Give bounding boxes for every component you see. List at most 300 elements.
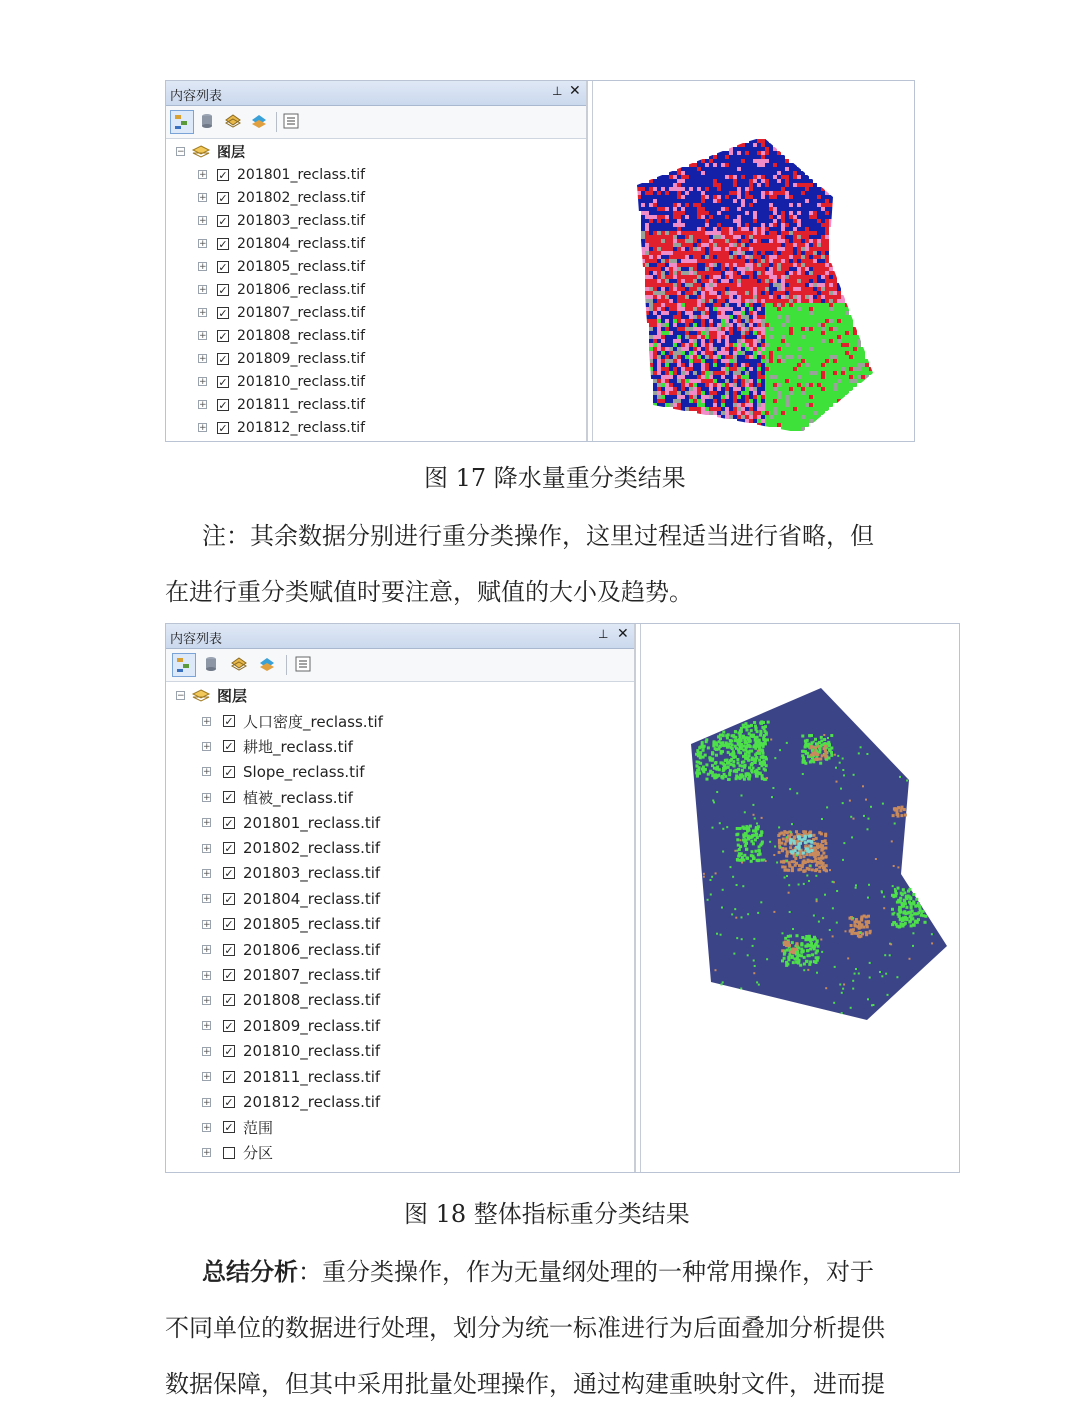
raster-cell (815, 875, 817, 877)
close-icon[interactable]: ✕ (617, 626, 629, 642)
raster-cell (733, 255, 737, 259)
raster-cell (669, 195, 673, 199)
list-by-visibility-button[interactable] (222, 110, 244, 132)
layer-visibility-checkbox[interactable]: ✓ (218, 237, 228, 251)
raster-cell (665, 283, 669, 287)
raster-cell (762, 736, 765, 739)
raster-cell (721, 243, 725, 247)
raster-cell (713, 291, 717, 295)
layer-visibility-checkbox[interactable]: ✓ (224, 842, 234, 856)
raster-cell (757, 247, 761, 251)
expand-icon[interactable]: + (203, 741, 211, 752)
expand-icon[interactable]: + (203, 1097, 211, 1108)
layer-row[interactable] (166, 912, 634, 937)
raster-cell (809, 291, 813, 295)
raster-cell (761, 391, 765, 395)
raster-cell (757, 167, 761, 171)
list-by-selection-button[interactable] (248, 110, 270, 132)
expand-icon[interactable]: + (199, 423, 207, 433)
raster-cell (725, 383, 729, 387)
layer-visibility-checkbox[interactable]: ✓ (224, 1045, 234, 1059)
layer-row[interactable] (166, 962, 634, 987)
raster-cell (725, 251, 729, 255)
layer-visibility-checkbox[interactable]: ✓ (218, 306, 228, 320)
layer-row[interactable] (166, 324, 586, 347)
raster-cell (769, 295, 773, 299)
raster-cell (673, 287, 677, 291)
raster-cell (801, 415, 805, 419)
layer-row[interactable] (166, 255, 586, 278)
raster-cell (761, 295, 765, 299)
layer-visibility-checkbox[interactable]: ✓ (218, 283, 228, 297)
raster-cell (825, 191, 829, 195)
layer-row[interactable] (166, 734, 634, 759)
raster-cell (757, 415, 761, 419)
raster-cell (697, 399, 701, 403)
raster-cell (785, 175, 789, 179)
raster-cell (669, 187, 673, 191)
raster-cell (857, 379, 861, 383)
expand-icon[interactable]: + (203, 792, 211, 803)
layer-visibility-checkbox[interactable] (223, 1147, 235, 1159)
raster-cell (754, 736, 757, 739)
layer-row[interactable] (166, 708, 634, 733)
pin-icon[interactable]: ⊥ (552, 84, 563, 98)
raster-cell (661, 231, 665, 235)
raster-cell (733, 195, 737, 199)
layer-row[interactable] (166, 835, 634, 860)
layer-visibility-checkbox[interactable]: ✓ (218, 214, 228, 228)
raster-cell (797, 419, 801, 423)
raster-cell (773, 363, 777, 367)
expand-icon[interactable]: + (203, 919, 211, 930)
raster-cell (911, 914, 914, 917)
raster-cell (769, 423, 773, 427)
raster-cell (753, 387, 757, 391)
raster-cell (761, 239, 765, 243)
raster-cell (921, 913, 923, 915)
collapse-icon[interactable]: − (177, 147, 185, 157)
raster-cell (797, 243, 801, 247)
layer-group-row[interactable] (166, 140, 586, 163)
expand-icon[interactable]: + (199, 400, 207, 410)
map-view[interactable] (640, 624, 959, 1172)
layer-row[interactable] (166, 347, 586, 370)
list-by-drawing-order-button[interactable] (170, 110, 194, 134)
layer-row[interactable] (166, 232, 586, 255)
raster-cell (705, 287, 709, 291)
layer-visibility-checkbox[interactable]: ✓ (224, 715, 234, 729)
list-by-drawing-order-button[interactable] (172, 653, 196, 677)
raster-cell (729, 335, 733, 339)
raster-cell (829, 359, 833, 363)
raster-cell (757, 139, 761, 143)
raster-cell (782, 838, 785, 841)
expand-icon[interactable]: + (203, 1046, 211, 1057)
expand-icon[interactable]: + (203, 843, 211, 854)
raster-cell (657, 283, 661, 287)
raster-cell (669, 387, 673, 391)
raster-cell (809, 367, 813, 371)
layer-visibility-checkbox[interactable]: ✓ (218, 421, 228, 435)
raster-cell (785, 407, 789, 411)
raster-cell (761, 287, 765, 291)
expand-icon[interactable]: + (199, 308, 207, 318)
layer-row[interactable] (166, 937, 634, 962)
raster-cell (713, 343, 717, 347)
raster-cell (737, 211, 741, 215)
raster-cell (769, 355, 773, 359)
list-by-selection-button[interactable] (256, 653, 278, 675)
raster-cell (681, 251, 685, 255)
raster-cell (769, 403, 773, 407)
raster-cell (789, 399, 793, 403)
raster-cell (780, 846, 782, 848)
expand-icon[interactable]: + (199, 216, 207, 226)
raster-cell (761, 191, 765, 195)
raster-cell (713, 351, 717, 355)
expand-icon[interactable]: + (199, 331, 207, 341)
raster-cell (744, 775, 747, 778)
raster-cell (809, 271, 813, 275)
layer-label: 201806_reclass.tif (243, 940, 381, 959)
raster-cell (665, 211, 669, 215)
layer-row[interactable] (166, 278, 586, 301)
layer-visibility-checkbox[interactable]: ✓ (224, 1096, 234, 1110)
raster-cell (697, 195, 701, 199)
raster-cell (852, 980, 854, 982)
raster-cell (733, 343, 737, 347)
raster-cell (801, 359, 805, 363)
raster-cell (794, 945, 796, 947)
raster-cell (729, 163, 733, 167)
raster-cell (802, 852, 805, 855)
raster-cell (753, 331, 757, 335)
raster-cell (669, 191, 673, 195)
layer-row[interactable] (166, 785, 634, 810)
raster-cell (705, 411, 709, 415)
raster-cell (761, 199, 765, 203)
expand-icon[interactable]: + (203, 868, 211, 879)
layer-visibility-checkbox[interactable]: ✓ (224, 994, 234, 1008)
raster-cell (702, 766, 705, 769)
raster-cell (897, 866, 899, 868)
raster-cell (741, 147, 745, 151)
raster-cell (693, 283, 697, 287)
raster-cell (813, 315, 817, 319)
list-by-source-button[interactable] (200, 653, 222, 675)
expand-icon[interactable]: + (203, 716, 211, 727)
layer-row[interactable] (166, 810, 634, 835)
list-options-icon (282, 112, 300, 130)
raster-cell (721, 195, 725, 199)
raster-cell (817, 195, 821, 199)
layer-row[interactable] (166, 1115, 634, 1140)
layer-row[interactable] (166, 186, 586, 209)
raster-cell (809, 219, 813, 223)
raster-cell (709, 171, 713, 175)
raster-cell (701, 163, 705, 167)
raster-cell (657, 303, 661, 307)
raster-cell (745, 299, 749, 303)
raster-cell (797, 171, 801, 175)
layer-row[interactable] (166, 301, 586, 324)
layer-visibility-checkbox[interactable]: ✓ (224, 740, 234, 754)
raster-cell (765, 363, 769, 367)
layer-visibility-checkbox[interactable]: ✓ (218, 329, 228, 343)
layer-visibility-checkbox[interactable]: ✓ (218, 191, 228, 205)
layer-row[interactable] (166, 1064, 634, 1089)
raster-cell (673, 383, 677, 387)
layer-visibility-checkbox[interactable]: ✓ (218, 260, 228, 274)
raster-cell (709, 323, 713, 327)
layer-group-row[interactable] (166, 683, 634, 708)
overall-index-reclass-map[interactable] (641, 624, 959, 1170)
raster-cell (793, 375, 797, 379)
layer-visibility-checkbox[interactable]: ✓ (224, 1019, 234, 1033)
layer-visibility-checkbox[interactable]: ✓ (218, 398, 228, 412)
expand-icon[interactable]: + (203, 818, 211, 829)
raster-cell (813, 199, 817, 203)
raster-cell (657, 179, 661, 183)
raster-cell (789, 319, 793, 323)
raster-cell (809, 283, 813, 287)
layer-row[interactable] (166, 861, 634, 886)
raster-cell (825, 343, 829, 347)
layer-visibility-checkbox[interactable]: ✓ (224, 1070, 234, 1084)
raster-cell (784, 941, 787, 944)
expand-icon[interactable]: + (199, 377, 207, 387)
layer-row[interactable] (166, 416, 586, 439)
raster-cell (653, 279, 657, 283)
options-button[interactable] (292, 653, 314, 675)
raster-cell (801, 231, 805, 235)
raster-cell (741, 247, 745, 251)
raster-cell (833, 311, 837, 315)
raster-cell (745, 335, 749, 339)
layer-visibility-checkbox[interactable]: ✓ (224, 918, 234, 932)
raster-cell (805, 391, 809, 395)
raster-cell (709, 287, 713, 291)
raster-cell (825, 359, 829, 363)
raster-cell (737, 331, 741, 335)
raster-cell (781, 163, 785, 167)
raster-cell (821, 231, 825, 235)
layer-visibility-checkbox[interactable]: ✓ (224, 867, 234, 881)
raster-cell (637, 191, 641, 195)
raster-cell (673, 203, 677, 207)
raster-cell (713, 311, 717, 315)
list-by-visibility-button[interactable] (228, 653, 250, 675)
raster-cell (781, 211, 785, 215)
layer-visibility-checkbox[interactable]: ✓ (218, 168, 228, 182)
map-view[interactable] (592, 81, 914, 441)
expand-icon[interactable]: + (199, 239, 207, 249)
raster-cell (681, 231, 685, 235)
layer-visibility-checkbox[interactable]: ✓ (224, 1121, 234, 1135)
raster-cell (845, 379, 849, 383)
raster-cell (849, 315, 853, 319)
raster-cell (710, 894, 712, 896)
selection-icon (258, 655, 276, 673)
raster-cell (754, 817, 756, 819)
raster-cell (741, 223, 745, 227)
pin-icon[interactable]: ⊥ (598, 627, 609, 641)
raster-cell (906, 780, 908, 782)
layer-row[interactable] (166, 759, 634, 784)
raster-cell (673, 331, 677, 335)
raster-cell (745, 754, 748, 757)
layer-visibility-checkbox[interactable]: ✓ (224, 969, 234, 983)
raster-cell (649, 239, 653, 243)
layer-row[interactable] (166, 209, 586, 232)
raster-cell (745, 255, 749, 259)
raster-cell (677, 227, 681, 231)
raster-cell (685, 371, 689, 375)
raster-cell (725, 195, 729, 199)
raster-cell (759, 853, 762, 856)
raster-cell (701, 327, 705, 331)
raster-cell (731, 743, 734, 746)
expand-icon[interactable]: + (203, 894, 211, 905)
expand-icon[interactable]: + (203, 945, 211, 956)
layer-row[interactable] (166, 370, 586, 393)
raster-cell (817, 235, 821, 239)
raster-cell (669, 215, 673, 219)
raster-cell (669, 403, 673, 407)
precipitation-reclass-map[interactable] (593, 81, 913, 439)
raster-cell (697, 247, 701, 251)
options-button[interactable] (280, 110, 302, 132)
layer-row[interactable] (166, 988, 634, 1013)
layer-visibility-checkbox[interactable]: ✓ (224, 791, 234, 805)
raster-cell (797, 379, 801, 383)
expand-icon[interactable]: + (199, 354, 207, 364)
raster-cell (737, 335, 741, 339)
raster-cell (653, 263, 657, 267)
raster-cell (685, 407, 689, 411)
expand-icon[interactable]: + (199, 193, 207, 203)
raster-cell (761, 243, 765, 247)
raster-cell (789, 842, 792, 845)
expand-icon[interactable]: + (199, 285, 207, 295)
raster-cell (793, 267, 797, 271)
raster-cell (849, 371, 853, 375)
layer-visibility-checkbox[interactable]: ✓ (218, 352, 228, 366)
layer-row[interactable] (166, 886, 634, 911)
raster-cell (717, 215, 721, 219)
raster-cell (867, 828, 869, 830)
expand-icon[interactable]: + (199, 170, 207, 180)
raster-cell (665, 203, 669, 207)
raster-cell (793, 339, 797, 343)
raster-cell (721, 741, 724, 744)
raster-cell (813, 415, 817, 419)
raster-cell (764, 725, 767, 728)
raster-cell (673, 259, 677, 263)
raster-cell (740, 988, 742, 990)
raster-cell (857, 363, 861, 367)
layer-visibility-checkbox[interactable]: ✓ (224, 765, 234, 779)
raster-cell (793, 323, 797, 327)
raster-cell (788, 944, 791, 947)
layer-visibility-checkbox[interactable]: ✓ (224, 943, 234, 957)
raster-cell (649, 235, 653, 239)
raster-cell (681, 259, 685, 263)
raster-cell (777, 311, 781, 315)
layer-row[interactable] (166, 163, 586, 186)
list-by-source-button[interactable] (196, 110, 218, 132)
raster-cell (814, 758, 817, 761)
raster-cell (761, 407, 765, 411)
raster-cell (801, 243, 805, 247)
layer-visibility-checkbox[interactable]: ✓ (218, 375, 228, 389)
raster-cell (761, 399, 765, 403)
raster-cell (843, 774, 845, 776)
layer-visibility-checkbox[interactable]: ✓ (224, 892, 234, 906)
raster-cell (791, 866, 794, 869)
raster-cell (729, 387, 733, 391)
raster-cell (673, 219, 677, 223)
raster-cell (769, 391, 773, 395)
raster-cell (821, 399, 825, 403)
layer-visibility-checkbox[interactable]: ✓ (224, 816, 234, 830)
expand-icon[interactable]: + (203, 970, 211, 981)
raster-cell (789, 239, 793, 243)
raster-cell (673, 175, 677, 179)
raster-cell (741, 279, 745, 283)
raster-cell (765, 251, 769, 255)
expand-icon[interactable]: + (203, 1122, 211, 1133)
raster-cell (857, 371, 861, 375)
expand-icon[interactable]: + (203, 995, 211, 1006)
expand-icon[interactable]: + (203, 767, 211, 778)
close-icon[interactable]: ✕ (569, 83, 581, 99)
raster-cell (754, 739, 757, 742)
raster-cell (825, 215, 829, 219)
raster-cell (753, 207, 757, 211)
expand-icon[interactable]: + (199, 262, 207, 272)
raster-cell (693, 179, 697, 183)
raster-cell (701, 355, 705, 359)
raster-cell (773, 239, 777, 243)
expand-icon[interactable]: + (203, 1021, 211, 1032)
raster-cell (673, 247, 677, 251)
raster-cell (801, 383, 805, 387)
raster-cell (733, 251, 737, 255)
raster-cell (665, 375, 669, 379)
raster-cell (861, 371, 865, 375)
layer-row[interactable] (166, 1089, 634, 1114)
raster-cell (745, 143, 749, 147)
raster-cell (717, 155, 721, 159)
raster-cell (805, 311, 809, 315)
raster-cell (821, 319, 825, 323)
layer-row[interactable] (166, 1039, 634, 1064)
raster-cell (808, 954, 811, 957)
raster-cell (769, 339, 773, 343)
expand-icon[interactable]: + (203, 1072, 211, 1083)
raster-cell (713, 279, 717, 283)
raster-cell (669, 287, 673, 291)
collapse-icon[interactable]: − (177, 691, 185, 702)
raster-cell (785, 207, 789, 211)
expand-icon[interactable]: + (203, 1148, 211, 1159)
layer-row[interactable] (166, 1140, 634, 1165)
raster-cell (701, 387, 705, 391)
layer-row[interactable] (166, 1013, 634, 1038)
layer-row[interactable] (166, 393, 586, 416)
